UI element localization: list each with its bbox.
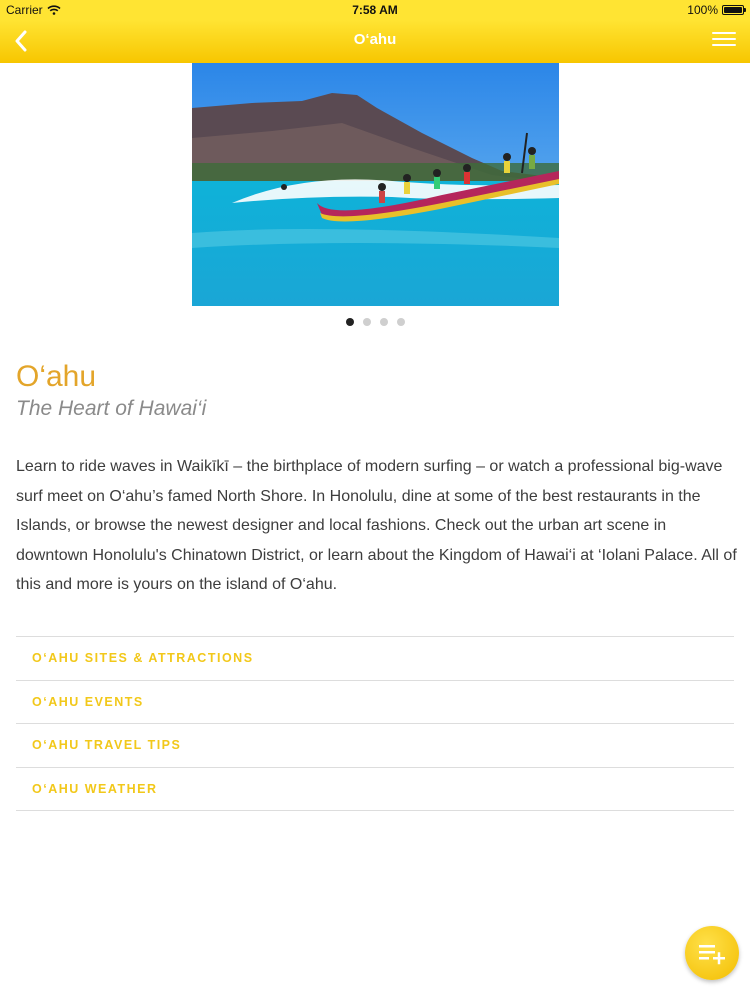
clock: 7:58 AM [352, 3, 398, 17]
canoe-photo [192, 63, 559, 306]
carousel-indicator[interactable] [0, 318, 750, 326]
battery-indicator [687, 3, 744, 17]
carousel-dot-3[interactable] [380, 318, 388, 326]
carousel-dot-2[interactable] [363, 318, 371, 326]
carousel-dot-4[interactable] [397, 318, 405, 326]
menu-button[interactable] [712, 32, 736, 50]
status-bar [0, 0, 750, 20]
page-title: O‘ahu [353, 31, 397, 48]
island-title: O‘ahu [16, 360, 97, 393]
link-sites-attractions[interactable]: O‘AHU SITES & ATTRACTIONS [16, 637, 734, 681]
battery-icon [722, 5, 744, 15]
link-weather[interactable]: O‘AHU WEATHER [16, 768, 734, 812]
topic-links [16, 636, 734, 811]
link-events[interactable]: O‘AHU EVENTS [16, 681, 734, 725]
island-subtitle: The Heart of Hawai‘i [16, 397, 207, 420]
playlist-add-icon [697, 941, 727, 965]
add-to-list-button[interactable] [685, 926, 739, 980]
navigation-bar [0, 20, 750, 63]
carrier-label: Carrier [6, 3, 43, 17]
hero-image[interactable] [192, 63, 559, 306]
island-description: Learn to ride waves in Waikīkī – the birthplace of modern surfing – or watch a professional big-wave surf meet on O‘ahu’s famed North Shore. In Honolulu, dine at some of the best restaurants in the Islands, or browse the newest designer and local fashions. Check out the urban art scene in downtown Honolulu's Chinatown District, or learn about the Kingdom of Hawai‘i at ‘Iolani Palace. All of this and more is yours on the island of O‘ahu. [16, 458, 737, 593]
carousel-dot-1[interactable] [346, 318, 354, 326]
link-travel-tips[interactable]: O‘AHU TRAVEL TIPS [16, 724, 734, 768]
hamburger-icon [712, 32, 736, 34]
battery-percent: 100% [687, 3, 718, 17]
